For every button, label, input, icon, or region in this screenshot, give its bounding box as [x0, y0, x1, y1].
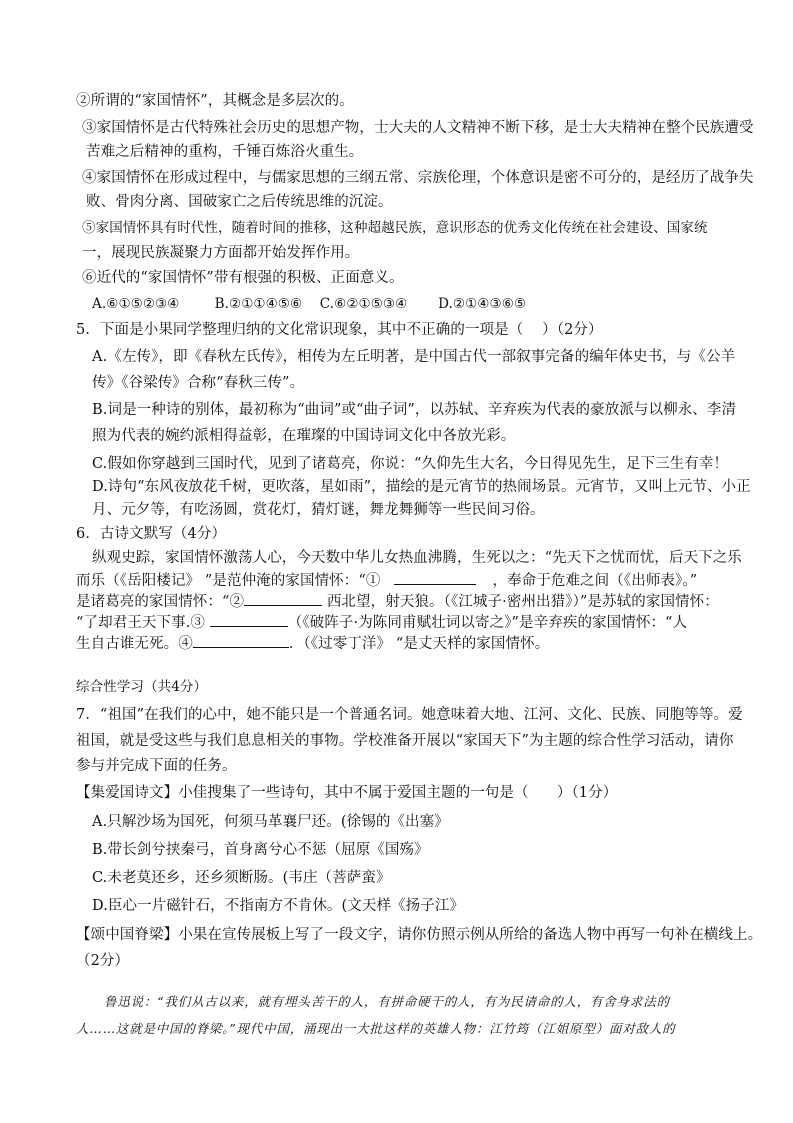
q7-stem: 7．“祖国”在我们的心中，她不能只是一个普通名词。她意味着大地、江河、文化、民族、同胞等等。爱 — [76, 707, 743, 723]
item-6: ⑥近代的“家国情怀”带有根强的积极、正面意义。 — [82, 270, 404, 286]
q5-option-d: D.诗句“东风夜放花千树，更吹落，星如雨”，描绘的是元宵节的热闹场景。元宵节，又叫上元节、小正 — [92, 479, 751, 495]
blank-4[interactable] — [193, 632, 289, 648]
q6-text-3: 是诸葛亮的家国情怀：“② 西北望，射天狼。（《江城子·密州出猎》）”是苏轼的家国情怀： — [76, 590, 719, 612]
q7-stem-cont-2: 参与并完成下面的任务。 — [76, 758, 237, 774]
item-2: ②所谓的“家国情怀”，其概念是多层次的。 — [76, 93, 354, 109]
blank-3[interactable] — [210, 611, 288, 627]
q5-option-c: C.假如你穿越到三国时代，见到了诸葛亮，你说：“久仰先生大名，今日得见先生，足下三生有幸！ — [92, 456, 729, 472]
item-4-cont: 败、骨肉分离、国破家亡之后传统思维的沉淀。 — [86, 194, 393, 210]
q7-option-c: C.未老莫还乡，还乡须断肠。(韦庄（菩萨蛮》 — [92, 870, 391, 886]
item-4: ④家国情怀在形成过程中，与儒家思想的三纲五常、宗族伦理，个体意识是密不可分的，是经历了战争失 — [82, 170, 754, 186]
q5-option-d-cont: 月、元夕等，有吃汤圆，赏花灯，猜灯谜，舞龙舞狮等一些民间习俗。 — [92, 502, 545, 518]
item-3-cont: 苦难之后精神的重构，千锤百炼浴火重生。 — [86, 144, 364, 160]
task-patriotic-poems: 【集爱国诗文】小佳搜集了一些诗句，其中不属于爱国主题的一句是（ ）（1分） — [76, 785, 618, 801]
item-5-cont: 一，展现民族凝聚力方面都开始发挥作用。 — [82, 245, 360, 261]
q6-text-1: 纵观史踪，家国情怀激荡人心，今天数中华儿女热血沸腾，生死以之：“先天下之忧而忧，后天下之乐 — [92, 550, 742, 566]
item-5: ⑤家国情怀具有时代性，随着时间的推移，这种超越民族，意识形态的优秀文化传统在社会建设、国家统 — [82, 220, 708, 236]
task-score: （2分） — [76, 953, 130, 969]
q5-option-a: A.《左传》，即《春秋左氏传》，相传为左丘明著，是中国古代一部叙事完备的编年体史书，与《公羊 — [92, 349, 736, 365]
q6-text-2: 而乐（《岳阳楼记》 ”是范仲淹的家国情怀：“① ，奉命于危难之间（《出师表》。” — [76, 569, 697, 591]
q5-option-a-cont: 传》《谷梁传》合称“春秋三传”。 — [92, 375, 305, 391]
section-comprehensive: 综合性学习（共4分） — [76, 679, 208, 695]
blank-2[interactable] — [244, 590, 322, 606]
q5-option-b-cont: 照为代表的婉约派相得益彰，在璀璨的中国诗词文化中各放光彩。 — [92, 428, 516, 444]
q5-stem: 5．下面是小果同学整理归纳的文化常识现象，其中不正确的一项是（ ）（2分） — [76, 322, 603, 338]
q6-heading: 6．古诗文默写（4分） — [76, 526, 227, 542]
blank-1[interactable] — [394, 569, 476, 585]
q7-stem-cont-1: 祖国，就是受这些与我们息息相关的事物。学校准备开展以“家国天下”为主题的综合性学习活动，请你 — [76, 733, 734, 749]
q6-text-5: 生自古谁无死。④ ．（《过零丁洋》 “是丈天样的家国情怀。 — [76, 632, 549, 654]
task-china-backbone: 【颂中国脊梁】小果在宣传展板上写了一段文字，请你仿照示例从所给的备选人物中再写一句补在横线上。 — [76, 927, 763, 943]
q6-text-4: “了却君王天下事.③ （《破阵子·为陈同甫赋壮词以寄之》”是辛弃疾的家国情怀：“人 — [76, 611, 687, 633]
q7-option-b: B.带长剑兮挟秦弓，首身离兮心不惩（屈原《国殇》 — [92, 842, 429, 858]
q4-options: A.⑥①⑤②③④ B.②①①④⑤⑥ C.⑥②①⑤③④ D.②①④③⑥⑤ — [92, 296, 527, 312]
passage-line-1: 鲁迅说：“我们从古以来，就有埋头苦干的人，有拼命硬干的人，有为民请命的人，有舍身求法的 — [104, 994, 670, 1009]
q7-option-d: D.臣心一片磁针石，不指南方不肯休。(文天样《扬子江》 — [92, 898, 465, 914]
item-3: ③家国情怀是古代特殊社会历史的思想产物，士大夫的人文精神不断下移，是士大夫精神在整个民族遭受 — [82, 120, 754, 136]
passage-line-2: 人……这就是中国的脊梁。”现代中国，涌现出一大批这样的英雄人物：江竹筠（江姐原型）面对敌人的 — [76, 1021, 676, 1036]
q7-option-a: A.只解沙场为国死，何须马革襄尸还。(徐锡的《出塞》 — [92, 814, 449, 830]
q5-option-b: B.词是一种诗的别体，最初称为“曲词”或“曲子词”，以苏轼、辛弃疾为代表的豪放派与以柳永、李清 — [92, 402, 737, 418]
